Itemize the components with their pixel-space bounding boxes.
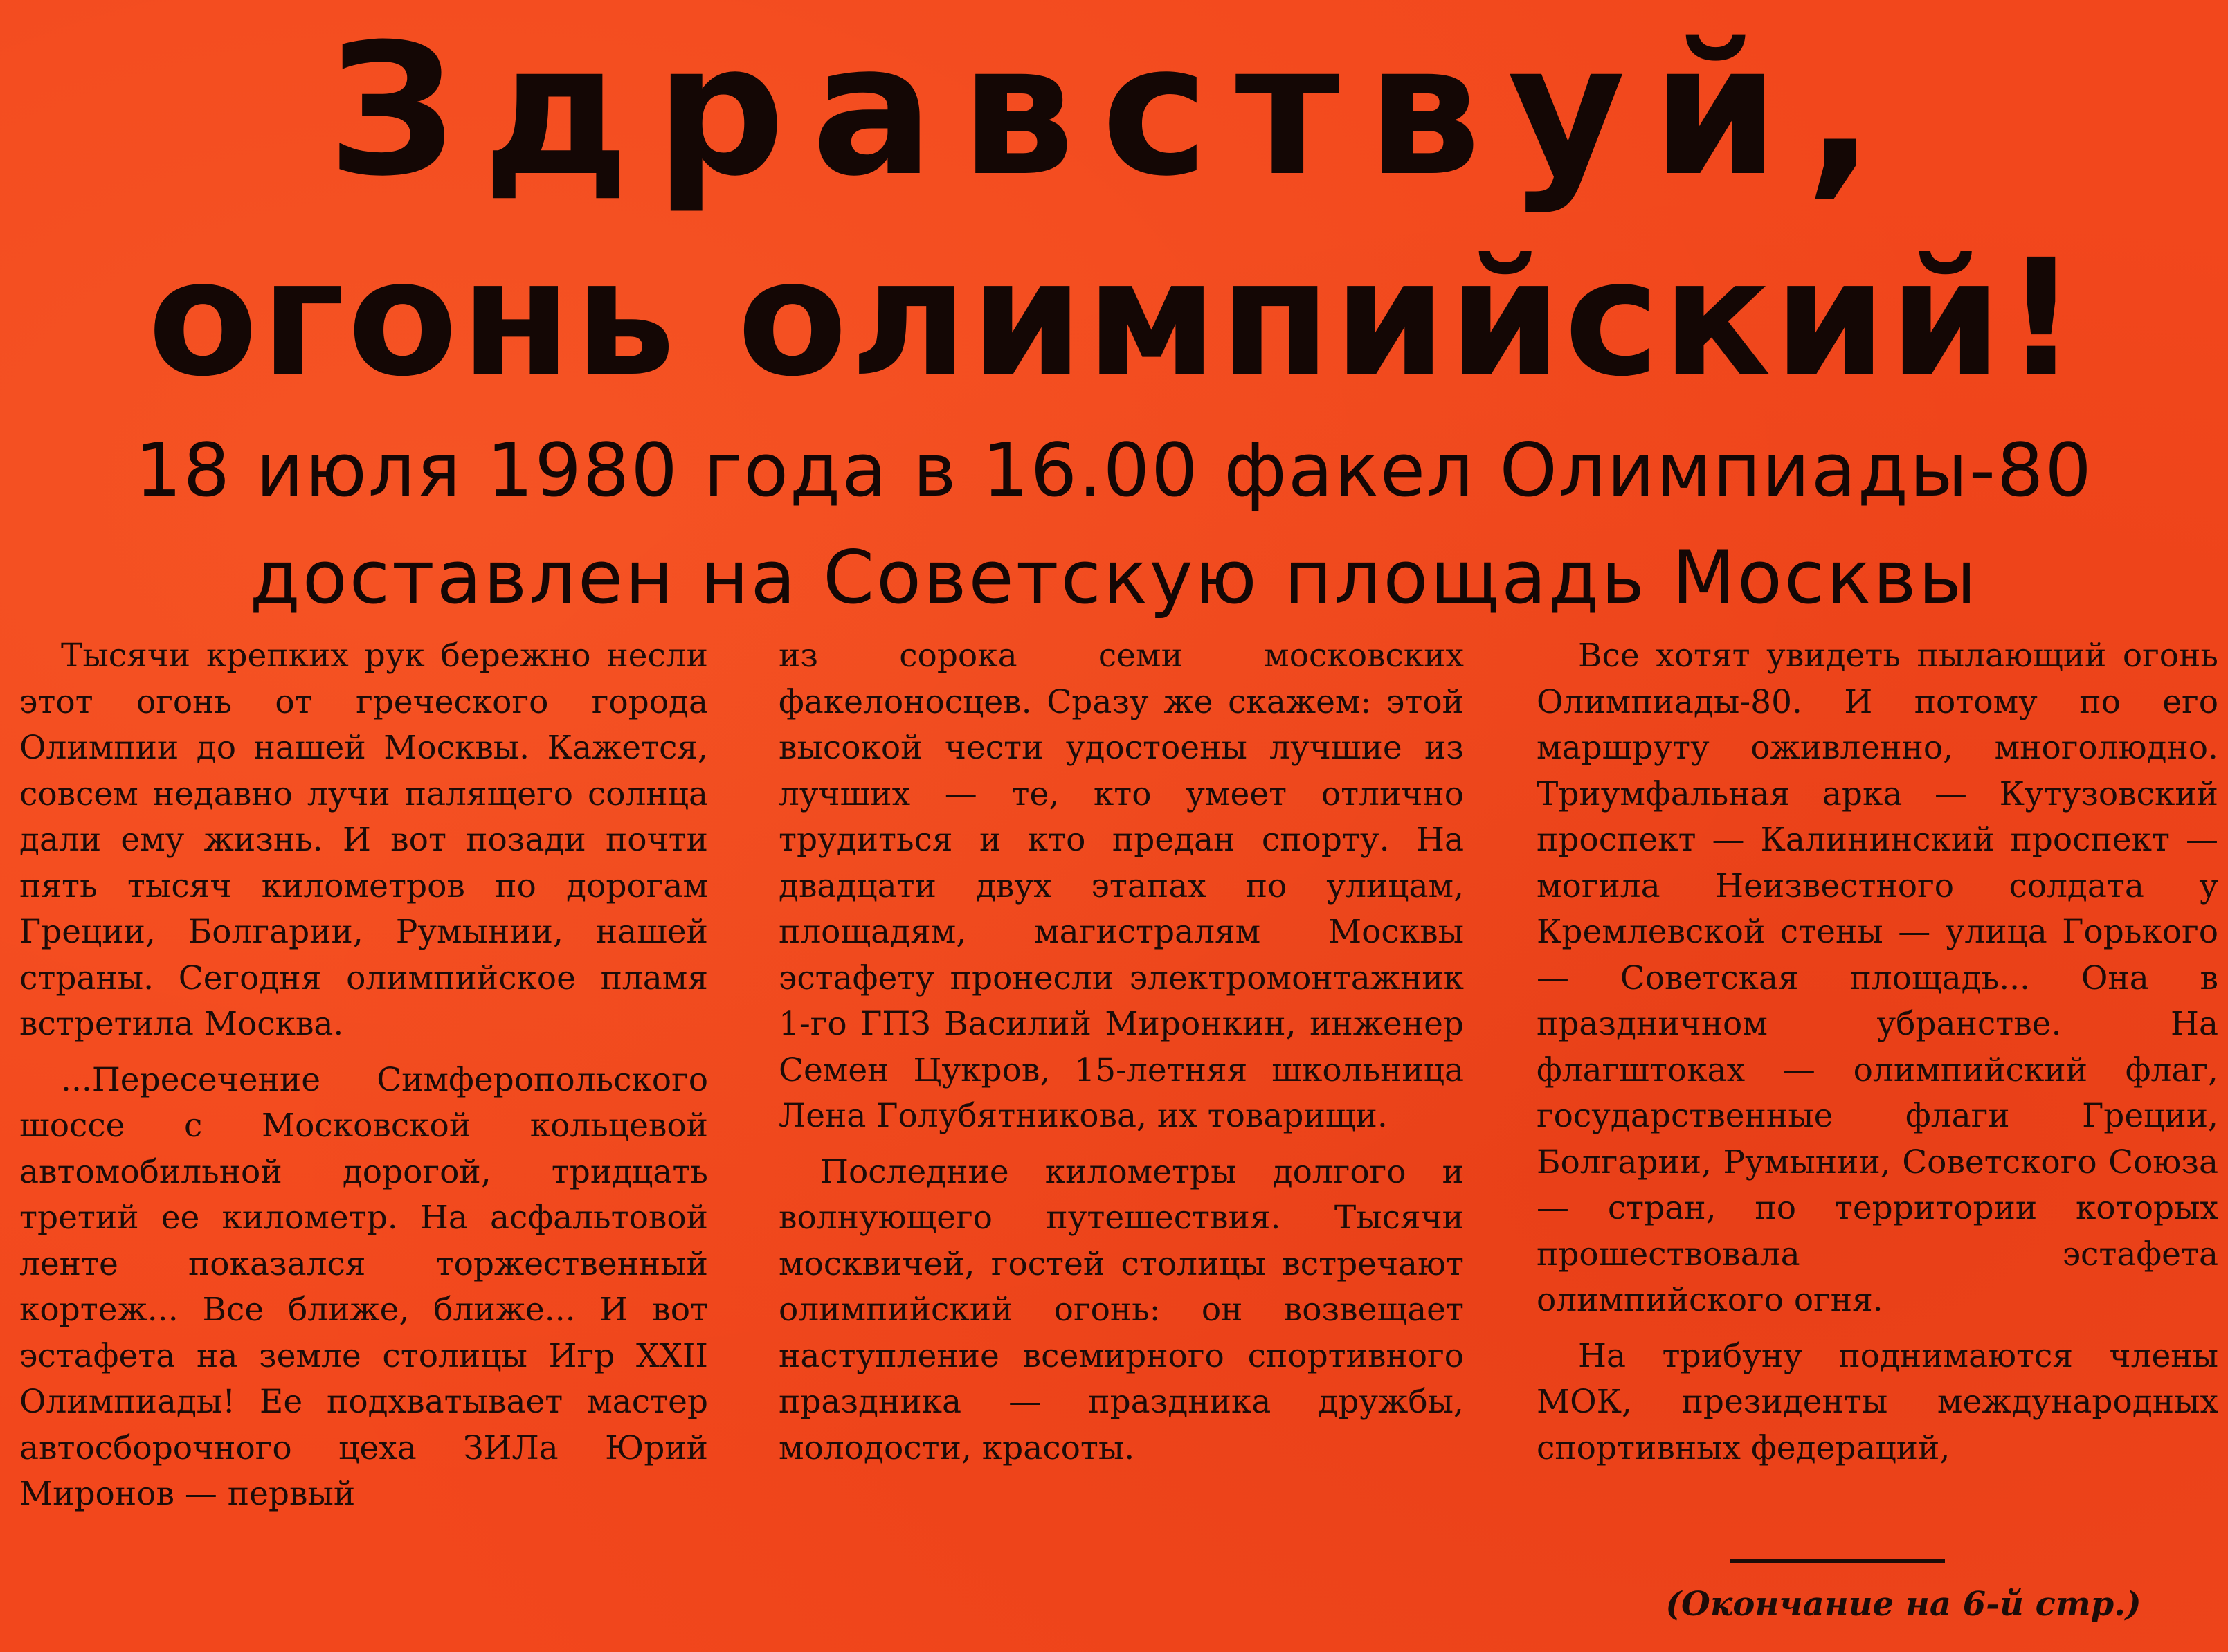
column-3-paragraph-1: Все хотят увидеть пылающий огонь Олимпиады-80. И потому по его маршруту оживленно, многолюдно. Триумфальная арка — Кутузовский проспект — Калининский проспект — могила Неизвестного солдата у Кремлевской стены — улица Горького — Советская площадь... Она в праздничном убранстве. На флагштоках — олимпийский флаг, государственные флаги Греции, Болгарии, Румынии, Советского Союза — стран, по территории которых прошествовала эстафета олимпийского огня.: [1537, 637, 2218, 1319]
article-column-1: [19, 633, 708, 1527]
continuation-divider: [1730, 1559, 1945, 1563]
column-2-paragraph-1: из сорока семи московских факелоносцев. Сразу же скажем: этой высокой чести удостоены лучшие из лучших — те, кто умеет отлично трудиться и кто предан спорту. На двадцати двух этапах по улицам, площадям, магистралям Москвы эстафету пронесли электромонтажник 1-го ГПЗ Василий Миронкин, инженер Семен Цукров, 15-летняя школьница Лена Голубятникова, их товарищи.: [779, 637, 1464, 1135]
column-3-paragraph-2: На трибуну поднимаются члены МОК, президенты международных спортивных федераций,: [1537, 1336, 2218, 1467]
column-1-paragraph-1: Тысячи крепких рук бережно несли этот огонь от греческого города Олимпии до нашей Москвы. Кажется, совсем недавно лучи палящего солнца дали ему жизнь. И вот позади почти пять тысяч километров по дорогам Греции, Болгарии, Румынии, нашей страны. Сегодня олимпийское пламя встретила Москва.: [19, 637, 708, 1043]
column-1-paragraph-2: ...Пересечение Симферопольского шоссе с Московской кольцевой автомобильной дорогой, тридцать третий ее километр. На асфальтовой ленте показался торжественный кортеж... Все ближе, ближе... И вот эстафета на земле столицы Игр XXII Олимпиады! Ее подхватывает мастер автосборочного цеха ЗИЛа Юрий Миронов — первый: [19, 1060, 708, 1513]
headline-line-2: огонь олимпийский!: [147, 225, 2081, 412]
subheadline-line-1: 18 июля 1980 года в 16.00 факел Олимпиады-80: [135, 428, 2093, 513]
article-column-2: [779, 633, 1464, 1481]
article-column-3: [1537, 633, 2218, 1481]
subheadline-line-2: доставлен на Советскую площадь Москвы: [249, 535, 1979, 620]
headline-line-1: Здравствуй,: [327, 5, 1901, 216]
continuation-note: (Окончание на 6-й стр.): [1665, 1585, 2141, 1624]
column-2-paragraph-2: Последние километры долгого и волнующего путешествия. Тысячи москвичей, гостей столицы встречают олимпийский огонь: он возвещает наступление всемирного спортивного праздника — праздника дружбы, молодости, красоты.: [779, 1152, 1464, 1467]
